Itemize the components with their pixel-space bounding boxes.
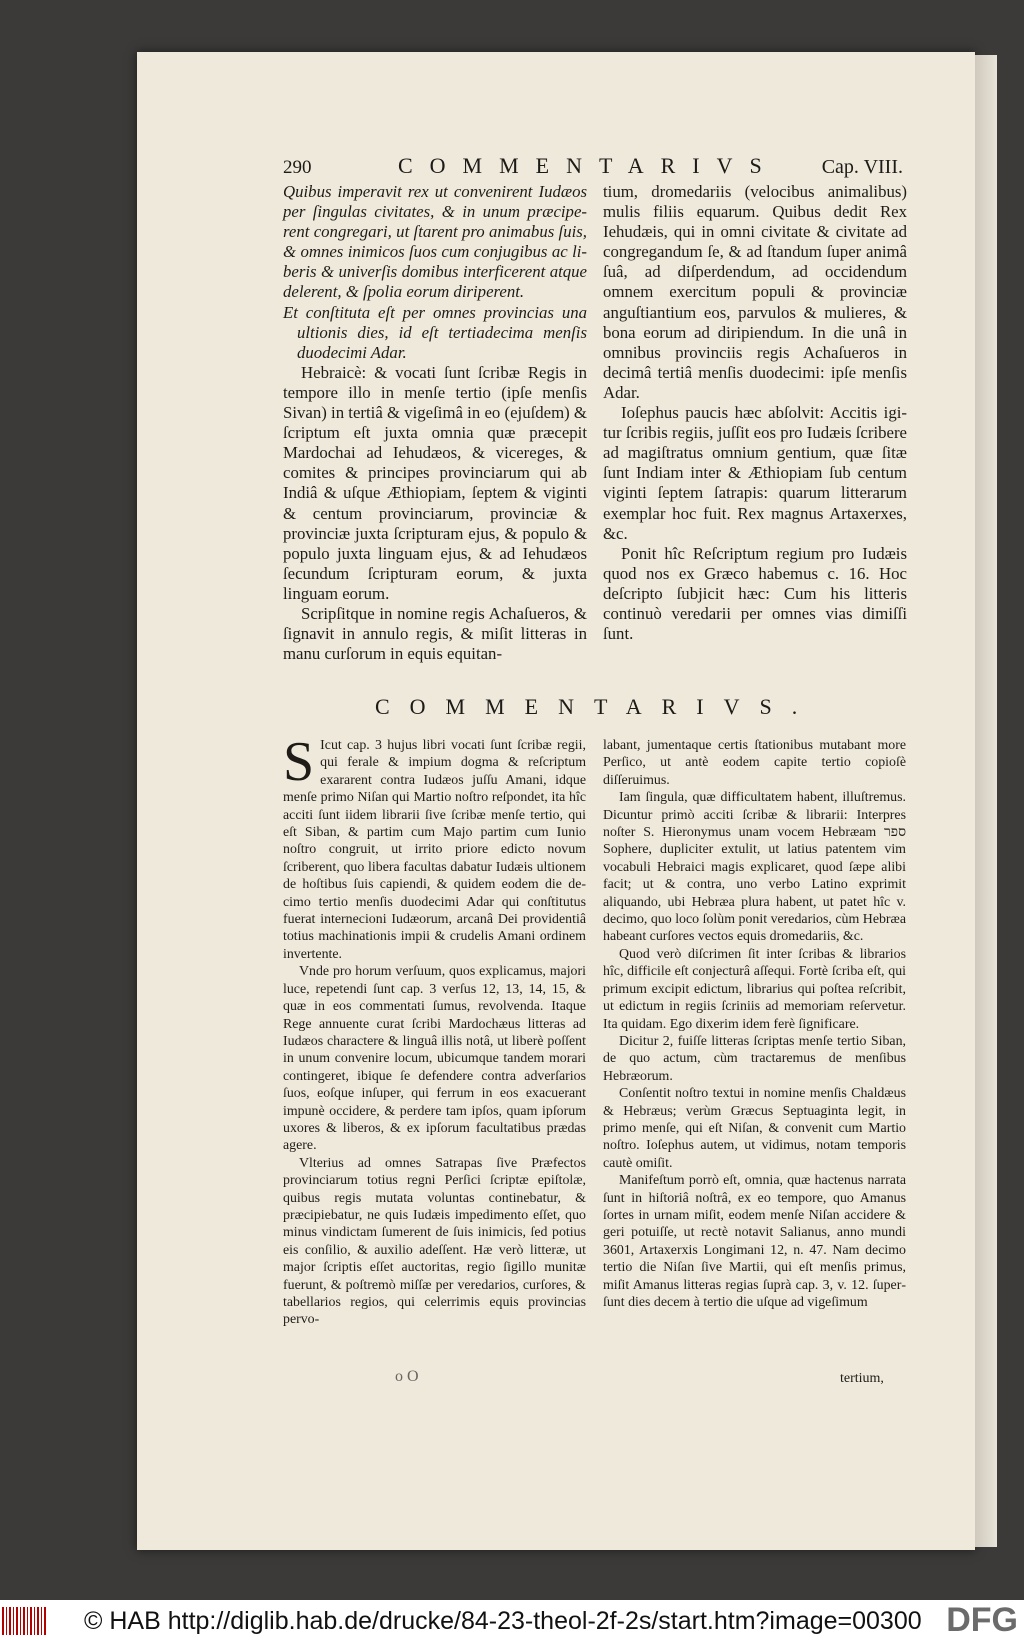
paragraph: S Icut cap. 3 hujus libri vocati ſunt ſcribæ regii, qui ferale & impium dogma & reſcriptum exararent contra Iudæos juſſu Amani, idque menſe primo Niſan qui Martio noſtro reſpondet, ita hîc acciti ſunt iidem librarii ſive ſcribæ menſe tertio, qui eſt Siban, & partim cum Majo partim cum Iunio noſtro congruit, ut irrito priore edicto novum ſcriberent, quo libera facultas dabatur Iudæis ultionem de hoſtibus ſuis capiendi, & quidem eodem die decimo tertio menſis duodecimi Adar qui conſtitutus fuerat internecioni Iudæorum, arcanâ Dei providentiâ totius machinationis impii & crudelis Amani ordinem invertente. [283, 731, 586, 962]
paragraph: Scripſitque in nomine regis Achaſueros, & ſignavit in annulo regis, & miſit litteras in manu curſorum in equis equitan- [283, 603, 587, 664]
paragraph: Vnde pro horum verſuum, quos explicamus, majori luce, repetendi ſunt cap. 3 verſus 12, 13, 14, 15, & quæ in eos commentati ſumus, revolvenda. Itaque Rege annuente curat ſcribi Mardochæus litteras ad Iudæos charactere & linguâ illis notâ, ut liberè poſſent in unum convenire locum, ubicumque tandem morari contingeret, ibique ſe defendere contra adverſarios ſuos, eoſque inſuper, qui ferrum in eos exacuerant impunè occidere, & perdere tam ipſos, quam ipſorum uxores & liberos, & ex ipſorum facultatibus prædas agere. [283, 964, 586, 1154]
paragraph: Quod verò diſcrimen ſit inter ſcribas & librarios hîc, difficile eſt conjecturâ aſſequi. Fortè ſcriba eſt, qui primum excipit edictum, librarius qui poſtea reſcribit, ut edictum in regiis ſcriniis ad memoriam reſervetur. Ita quidam. Ego dixerim idem ferè ſignificare. [603, 946, 906, 1032]
paragraph: Quibus imperavit rex ut convenirent Iudæos per ſingulas civitates, & in unum præciperent congregari, ut ſtarent pro animabus ſuis, & omnes inimicos ſuos cum conjugibus ac liberis & univerſis domibus interficerent atque delerent, & ſpolia eorum diriperent. [283, 182, 587, 302]
chapter-label: Cap. VIII. [821, 156, 903, 178]
page-number: 290 [283, 157, 312, 178]
paragraph: Iam ſingula, quæ difficultatem habent, illuſtremus. Dicuntur primò acciti ſcribæ & librarii: Interpres noſter S. Hieronymus unam vocem Hebræam ספר Sophere, dupliciter extulit, ut latius patentem vim vocabuli Hebraici magis explicaret, quod ſæpe alibi facit; ut & contra, uno verbo Latino exprimit aliquando, ubi Hebræa plura habent, ut patet hîc v. decimo, quo loco ſolùm ponit veredarios, cùm Hebræa habeant curſores vectos equis dromedariis, &c. [603, 790, 906, 945]
paragraph: Hebraicè: & vocati ſunt ſcribæ Regis in tempore illo in menſe tertio (ipſe menſis Sivan) in tertiâ & vigeſimâ in eo (ejuſdem) & ſcriptum eſt juxta omnia quæ præcepit Mardochai ad Iehudæos, & vicereges, & comites & principes provinciarum qui ab Indiâ & uſque Æthiopiam, ſeptem & viginti & centum provinciarum, provinciæ & provinciæ juxta ſcripturam ejus, & populo & populo juxta linguam ejus, & ad Iehudæos ſecundum ſcripturam eorum, & juxta linguam eorum. [283, 362, 587, 603]
source-url[interactable]: © HAB http://diglib.hab.de/drucke/84-23-theol-2f-2s/start.htm?image=00300 [84, 1607, 922, 1635]
commentary-column-left [283, 731, 586, 1329]
drop-cap: S [283, 731, 315, 793]
viewer-footer [0, 1600, 1024, 1640]
paragraph: Manifeſtum porrò eſt, omnia, quæ hactenus narrata ſunt in hiſtoriâ noſtrâ, ex eo tempore, quo Amanus ſortes in urnam miſit, eodem menſe Niſan accidere & geri potuiſſe, ut rectè notavit Salianus, anno mundi 3601, Artaxerxis Longimani 12, n. 47. Nam decimo tertio die Niſan ſive Martii, qui eſt menſis primus, miſit Amanus litteras regias ſuprà cap. 3, v. 12. ſuperſunt dies decem à tertio die uſque ad vigeſimum [603, 1173, 906, 1310]
paragraph: Et conſtituta eſt per omnes provincias una ultionis dies, id eſt tertiadecima menſis duodecimi Adar. [283, 302, 587, 362]
catchword: tertium, [840, 1371, 884, 1386]
paragraph: labant, jumentaque certis ſtationibus mutabant more Perſico, ut antè eodem capite tertio copioſè diſſeruimus. [603, 738, 906, 788]
barcode-icon [2, 1607, 46, 1635]
dfg-logo: DFG [946, 1601, 1018, 1639]
paragraph: Ioſephus paucis hæc abſolvit: Accitis igitur ſcribis regiis, juſſit eos pro Iudæis ſcribere ad magiſtratus omnium gentium, quæ ſitæ ſunt Indiam inter & Æthiopiam ſub centum viginti ſeptem ſatrapis: quarum litterarum exemplar hoc fuit. Rex magnus Artaxerxes, &c. [603, 403, 907, 543]
scripture-column-right [603, 182, 907, 644]
paragraph: Conſentit noſtro textui in nomine menſis Chaldæus & Hebræus; verùm Græcus Septuaginta legit, in primo menſe, qui eſt Niſan, & convenit cum Martio noſtro. Ioſephus autem, ut vidimus, notam temporis cautè omiſit. [603, 1086, 906, 1171]
page-edge [975, 55, 997, 1547]
commentary-column-right [603, 737, 906, 1311]
page-header [283, 153, 903, 183]
paragraph: Vlterius ad omnes Satrapas ſive Præfectos provinciarum totius regni Perſici ſcriptæ epiſtolæ, quibus regis mutata voluntas continebatur, & præcipiebatur, ne quis Iudæis impedimento eſſet, quo minus vindictam ſumerent de ſuis inimicis, ſed potius eis conſilio, & auxilio adeſſent. Hæ verò litteræ, ut major ſcriptis eſſet auctoritas, regio ſigillo munitæ fuerunt, & poſtremò miſſæ per veredarios, curſores, & tabellarios regios, qui celerrimis equis provincias pervo- [283, 1155, 586, 1328]
paragraph: tium, dromedariis (velocibus animalibus) mulis filiis equarum. Quibus dedit Rex Iehudæis, qui in omni civitate & civitate ad congregandum ſe, & ad ſtandum ſuper animâ ſuâ, ad diſperdendum, ad occidendum omnem exercitum populi & provinciæ anguſtiantium eos, parvulos & mulieres, & bona eorum ad diripiendum. In die unâ in omnibus provinciis regis Achaſueros in decimâ tertiâ menſis duodecimi: ipſe menſis Adar. [603, 182, 907, 402]
commentary-heading: COMMENTARIVS. [375, 694, 818, 719]
paragraph: Dicitur 2, fuiſſe litteras ſcriptas menſe tertio Siban, de quo actum, cùm tractaremus de menſibus Hebræorum. [603, 1033, 906, 1084]
running-title: COMMENTARIVS [398, 153, 779, 178]
signature-mark: o O [395, 1368, 419, 1385]
paragraph: Ponit hîc Reſcriptum regium pro Iudæis quod nos ex Græco habemus c. 16. Hoc deſcripto ſubjicit hæc: Cum his litteris continuò veredarii per omnes vias dimiſſi ſunt. [603, 543, 907, 644]
scripture-column-left [283, 182, 587, 664]
